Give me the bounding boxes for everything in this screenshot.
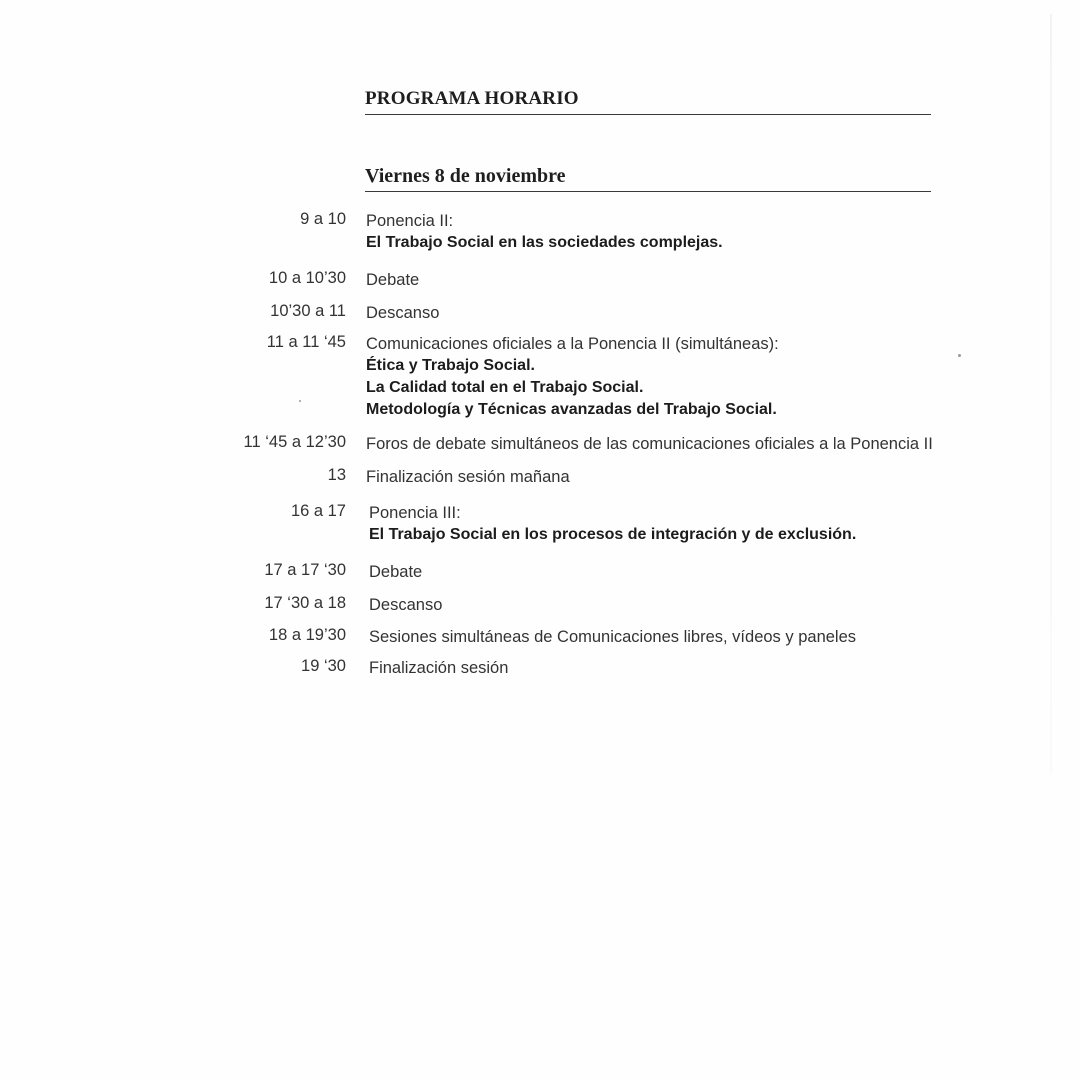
schedule-time: 17 a 17 ‘30 — [264, 561, 346, 579]
schedule-time: 10 a 10’30 — [268, 269, 346, 287]
schedule-time: 19 ‘30 — [301, 657, 346, 675]
schedule-content — [366, 210, 966, 254]
scan-speck — [958, 354, 961, 357]
schedule-time: 9 a 10 — [300, 210, 346, 228]
schedule-line: Finalización sesión mañana — [366, 468, 570, 486]
schedule-content — [366, 269, 966, 291]
schedule-content — [366, 333, 966, 421]
schedule-line: Foros de debate simultáneos de las comunicaciones oficiales a la Ponencia II — [366, 435, 933, 453]
schedule-content — [366, 466, 966, 488]
schedule-time: 11 ‘45 a 12’30 — [243, 433, 346, 451]
schedule-content — [369, 561, 969, 583]
schedule-time: 18 a 19’30 — [268, 626, 346, 644]
schedule-line-bold: La Calidad total en el Trabajo Social. — [366, 379, 644, 396]
schedule-line: Ponencia III: — [369, 504, 461, 522]
schedule-content — [369, 594, 969, 616]
day-heading: Viernes 8 de noviembre — [365, 165, 931, 192]
schedule-line-bold: Metodología y Técnicas avanzadas del Trabajo Social. — [366, 401, 777, 418]
schedule-line-bold: El Trabajo Social en los procesos de integración y de exclusión. — [369, 526, 857, 543]
schedule-content — [366, 302, 966, 324]
schedule-line-bold: El Trabajo Social en las sociedades complejas. — [366, 234, 723, 251]
schedule-time: 13 — [327, 466, 346, 484]
schedule-content — [369, 657, 969, 679]
scan-speck — [299, 400, 301, 402]
schedule-line: Descanso — [369, 596, 443, 614]
schedule-line: Ponencia II: — [366, 212, 454, 230]
schedule-content — [369, 626, 969, 648]
schedule-line: Debate — [366, 271, 420, 289]
page-edge — [1050, 14, 1052, 774]
schedule-content — [369, 502, 969, 546]
schedule-line: Finalización sesión — [369, 659, 509, 677]
schedule-content — [366, 433, 966, 455]
schedule-line: Debate — [369, 563, 423, 581]
schedule-line: Sesiones simultáneas de Comunicaciones libres, vídeos y paneles — [369, 628, 857, 646]
schedule-time: 17 ‘30 a 18 — [264, 594, 346, 612]
schedule-line: Comunicaciones oficiales a la Ponencia II (simultáneas): — [366, 335, 779, 353]
page-title: PROGRAMA HORARIO — [365, 88, 931, 115]
schedule-line: Descanso — [366, 304, 440, 322]
schedule-time: 10’30 a 11 — [270, 302, 346, 320]
schedule-time: 11 a 11 ‘45 — [266, 333, 346, 351]
schedule-time: 16 a 17 — [290, 502, 346, 520]
schedule-line-bold: Ética y Trabajo Social. — [366, 357, 535, 374]
